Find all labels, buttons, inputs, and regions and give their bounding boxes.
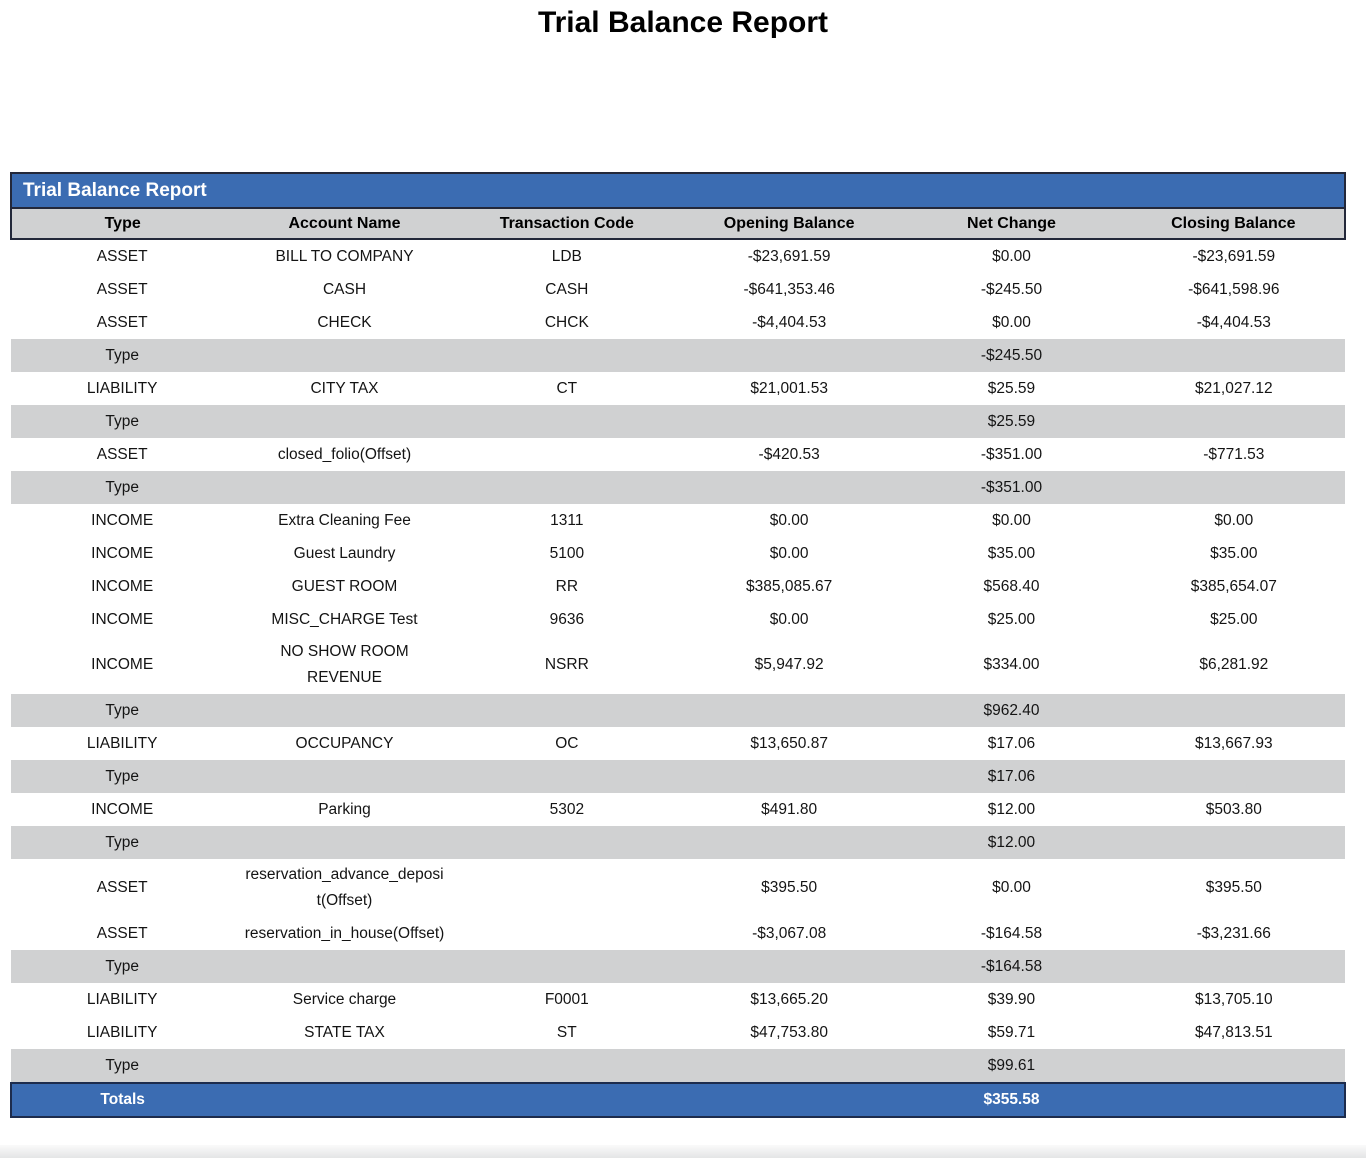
type-cell: Totals (100, 1091, 145, 1108)
closing-balance-cell: -$771.53 (1203, 445, 1265, 463)
transaction-code-cell (456, 760, 678, 793)
net-change-cell: $962.40 (983, 701, 1040, 719)
net-change-cell: $334.00 (983, 656, 1040, 673)
subtotal-row (11, 471, 1345, 504)
opening-balance-cell: $0.00 (769, 511, 809, 529)
account-name-cell: GUEST ROOM (291, 577, 398, 595)
account-name-cell: BILL TO COMPANY (275, 247, 414, 265)
closing-balance-cell: $6,281.92 (1199, 656, 1269, 673)
transaction-code-cell: RR (555, 577, 579, 595)
type-cell: ASSET (96, 247, 148, 265)
closing-balance-cell: -$3,231.66 (1196, 924, 1271, 942)
subtotal-row (11, 339, 1345, 372)
net-change-cell: -$351.00 (980, 478, 1043, 496)
account-name-cell (233, 405, 455, 438)
account-name-cell (233, 694, 455, 727)
opening-balance-cell (678, 760, 900, 793)
type-cell: INCOME (91, 656, 154, 673)
opening-balance-cell: $47,753.80 (750, 1023, 828, 1041)
closing-balance-cell: $13,705.10 (1195, 990, 1273, 1008)
opening-balance-cell: $491.80 (761, 800, 818, 818)
type-cell: Type (105, 833, 139, 851)
column-header-type: Type (11, 208, 233, 239)
net-change-cell: $0.00 (992, 511, 1031, 529)
opening-balance-cell: $0.00 (769, 610, 809, 628)
closing-balance-cell: -$641,598.96 (1188, 280, 1280, 298)
account-name-cell: NO SHOW ROOM REVENUE (280, 643, 409, 686)
closing-balance-cell: $35.00 (1210, 544, 1258, 562)
closing-balance-cell (1123, 405, 1345, 438)
column-header-opening-balance: Opening Balance (678, 208, 900, 239)
net-change-cell: $25.00 (987, 610, 1036, 628)
closing-balance-cell: -$4,404.53 (1196, 313, 1271, 331)
table-row (11, 727, 1345, 760)
account-name-cell: Extra Cleaning Fee (278, 511, 411, 529)
type-cell: LIABILITY (86, 1023, 158, 1041)
closing-balance-cell (1123, 826, 1345, 859)
opening-balance-cell: $5,947.92 (754, 656, 824, 673)
transaction-code-cell (456, 859, 678, 917)
type-cell: ASSET (96, 313, 148, 331)
closing-balance-cell (1123, 694, 1345, 727)
account-name-cell: CASH (322, 280, 367, 298)
account-name-cell (233, 471, 455, 504)
closing-balance-cell: $395.50 (1205, 879, 1262, 896)
account-name-cell (233, 1083, 455, 1117)
closing-balance-cell: $385,654.07 (1190, 577, 1277, 595)
transaction-code-cell (456, 950, 678, 983)
opening-balance-cell: -$3,067.08 (752, 924, 827, 942)
opening-balance-cell (678, 826, 900, 859)
type-cell: INCOME (91, 800, 154, 818)
page-title: Trial Balance Report (537, 6, 829, 39)
subtotal-row (11, 826, 1345, 859)
transaction-code-cell: OC (555, 734, 579, 752)
transaction-code-cell: CASH (545, 280, 589, 298)
trial-balance-table (10, 172, 1346, 1118)
type-cell: Type (105, 478, 139, 496)
transaction-code-cell: CHCK (544, 313, 589, 331)
account-name-cell (233, 950, 455, 983)
page-bottom-edge (0, 1145, 1366, 1158)
transaction-code-cell: CT (556, 379, 578, 397)
opening-balance-cell: $395.50 (761, 879, 818, 896)
table-row (11, 273, 1345, 306)
opening-balance-cell (678, 1083, 900, 1117)
transaction-code-cell: 9636 (549, 610, 585, 628)
table-row (11, 570, 1345, 603)
net-change-cell: $355.58 (983, 1091, 1040, 1108)
account-name-cell (233, 339, 455, 372)
net-change-cell: -$164.58 (980, 957, 1043, 975)
subtotal-row (11, 950, 1345, 983)
subtotal-row (11, 405, 1345, 438)
column-header-account-name: Account Name (233, 208, 455, 239)
type-cell: ASSET (96, 879, 148, 896)
table-title-band (11, 173, 1345, 208)
table-row (11, 917, 1345, 950)
type-cell: Type (105, 1056, 139, 1074)
closing-balance-cell: $503.80 (1205, 800, 1262, 818)
net-change-cell: $568.40 (983, 577, 1040, 595)
type-cell: LIABILITY (86, 990, 158, 1008)
net-change-cell: $99.61 (987, 1056, 1036, 1074)
transaction-code-cell: 5100 (549, 544, 585, 562)
account-name-cell (233, 826, 455, 859)
type-cell: INCOME (91, 577, 154, 595)
opening-balance-cell: -$23,691.59 (747, 247, 831, 265)
table-body (11, 239, 1345, 1117)
opening-balance-cell: $0.00 (769, 544, 809, 562)
transaction-code-cell (456, 694, 678, 727)
transaction-code-cell (456, 1083, 678, 1117)
opening-balance-cell: -$420.53 (758, 445, 820, 463)
type-cell: INCOME (91, 544, 154, 562)
transaction-code-cell: NSRR (544, 656, 589, 673)
closing-balance-cell: $21,027.12 (1195, 379, 1273, 397)
subtotal-row (11, 1049, 1345, 1083)
account-name-cell: closed_folio(Offset) (277, 445, 412, 463)
account-name-cell: MISC_CHARGE Test (271, 610, 418, 628)
net-change-cell: $12.00 (987, 833, 1036, 851)
net-change-cell: $0.00 (992, 247, 1031, 265)
transaction-code-cell: ST (556, 1023, 577, 1041)
net-change-cell: -$164.58 (980, 924, 1043, 942)
net-change-cell: $0.00 (992, 879, 1031, 896)
transaction-code-cell (456, 471, 678, 504)
transaction-code-cell (456, 405, 678, 438)
account-name-cell: reservation_advance_deposit(Offset) (245, 866, 444, 909)
net-change-cell: $12.00 (987, 800, 1036, 818)
closing-balance-cell: $47,813.51 (1195, 1023, 1273, 1041)
net-change-cell: $35.00 (987, 544, 1036, 562)
net-change-cell: $39.90 (987, 990, 1036, 1008)
account-name-cell: STATE TAX (304, 1023, 385, 1041)
table-row (11, 438, 1345, 471)
opening-balance-cell: $13,665.20 (750, 990, 828, 1008)
type-cell: Type (105, 701, 139, 719)
table-row (11, 372, 1345, 405)
column-header-row (11, 208, 1345, 239)
table-row (11, 983, 1345, 1016)
net-change-cell: $59.71 (987, 1023, 1036, 1041)
table-row (11, 537, 1345, 570)
opening-balance-cell: -$4,404.53 (752, 313, 827, 331)
type-cell: INCOME (91, 511, 154, 529)
transaction-code-cell (456, 917, 678, 950)
table-row (11, 636, 1345, 694)
opening-balance-cell (678, 1049, 900, 1083)
transaction-code-cell (456, 1049, 678, 1083)
table-row (11, 793, 1345, 826)
subtotal-row (11, 760, 1345, 793)
closing-balance-cell (1123, 950, 1345, 983)
closing-balance-cell (1123, 1049, 1345, 1083)
totals-row (11, 1083, 1345, 1117)
transaction-code-cell (456, 339, 678, 372)
opening-balance-cell (678, 339, 900, 372)
type-cell: ASSET (96, 924, 148, 942)
account-name-cell: Guest Laundry (293, 544, 396, 562)
table-row (11, 1016, 1345, 1049)
net-change-cell: -$245.50 (980, 280, 1043, 298)
transaction-code-cell: 1311 (550, 511, 584, 529)
table-row (11, 859, 1345, 917)
closing-balance-cell (1123, 1083, 1345, 1117)
account-name-cell: reservation_in_house(Offset) (244, 924, 445, 942)
closing-balance-cell: $13,667.93 (1195, 734, 1273, 752)
net-change-cell: $17.06 (987, 734, 1036, 752)
opening-balance-cell (678, 694, 900, 727)
opening-balance-cell: $21,001.53 (750, 379, 828, 397)
transaction-code-cell (456, 438, 678, 471)
account-name-cell: CHECK (317, 313, 372, 331)
column-header-closing-balance: Closing Balance (1123, 208, 1345, 239)
opening-balance-cell: $13,650.87 (750, 734, 828, 752)
transaction-code-cell: LDB (551, 247, 582, 265)
table-row (11, 306, 1345, 339)
type-cell: Type (105, 957, 139, 975)
account-name-cell: CITY TAX (310, 379, 379, 397)
type-cell: LIABILITY (86, 734, 158, 752)
column-header-net-change: Net Change (900, 208, 1122, 239)
closing-balance-cell (1123, 471, 1345, 504)
opening-balance-cell (678, 471, 900, 504)
net-change-cell: $17.06 (987, 767, 1036, 785)
net-change-cell: -$245.50 (980, 346, 1043, 364)
account-name-cell (233, 760, 455, 793)
table-row (11, 504, 1345, 537)
type-cell: ASSET (96, 445, 148, 463)
table-row (11, 239, 1345, 273)
net-change-cell: $0.00 (992, 313, 1031, 331)
closing-balance-cell (1123, 339, 1345, 372)
type-cell: Type (105, 346, 139, 364)
table-row (11, 603, 1345, 636)
closing-balance-cell: $25.00 (1210, 610, 1258, 628)
account-name-cell: OCCUPANCY (295, 734, 394, 752)
column-header-transaction-code: Transaction Code (456, 208, 678, 239)
table-title: Trial Balance Report (11, 173, 1345, 208)
type-cell: Type (105, 767, 139, 785)
closing-balance-cell: $0.00 (1214, 511, 1254, 529)
opening-balance-cell (678, 405, 900, 438)
net-change-cell: $25.59 (987, 379, 1036, 397)
net-change-cell: $25.59 (987, 412, 1036, 430)
transaction-code-cell: 5302 (549, 800, 585, 818)
account-name-cell: Service charge (292, 990, 397, 1008)
opening-balance-cell: -$641,353.46 (743, 280, 835, 298)
account-name-cell (233, 1049, 455, 1083)
subtotal-row (11, 694, 1345, 727)
type-cell: LIABILITY (86, 379, 158, 397)
transaction-code-cell (456, 826, 678, 859)
closing-balance-cell: -$23,691.59 (1192, 247, 1276, 265)
type-cell: INCOME (91, 610, 154, 628)
opening-balance-cell: $385,085.67 (746, 577, 833, 595)
opening-balance-cell (678, 950, 900, 983)
type-cell: Type (105, 412, 139, 430)
closing-balance-cell (1123, 760, 1345, 793)
net-change-cell: -$351.00 (980, 445, 1043, 463)
transaction-code-cell: F0001 (544, 990, 589, 1008)
account-name-cell: Parking (318, 800, 371, 818)
type-cell: ASSET (96, 280, 148, 298)
